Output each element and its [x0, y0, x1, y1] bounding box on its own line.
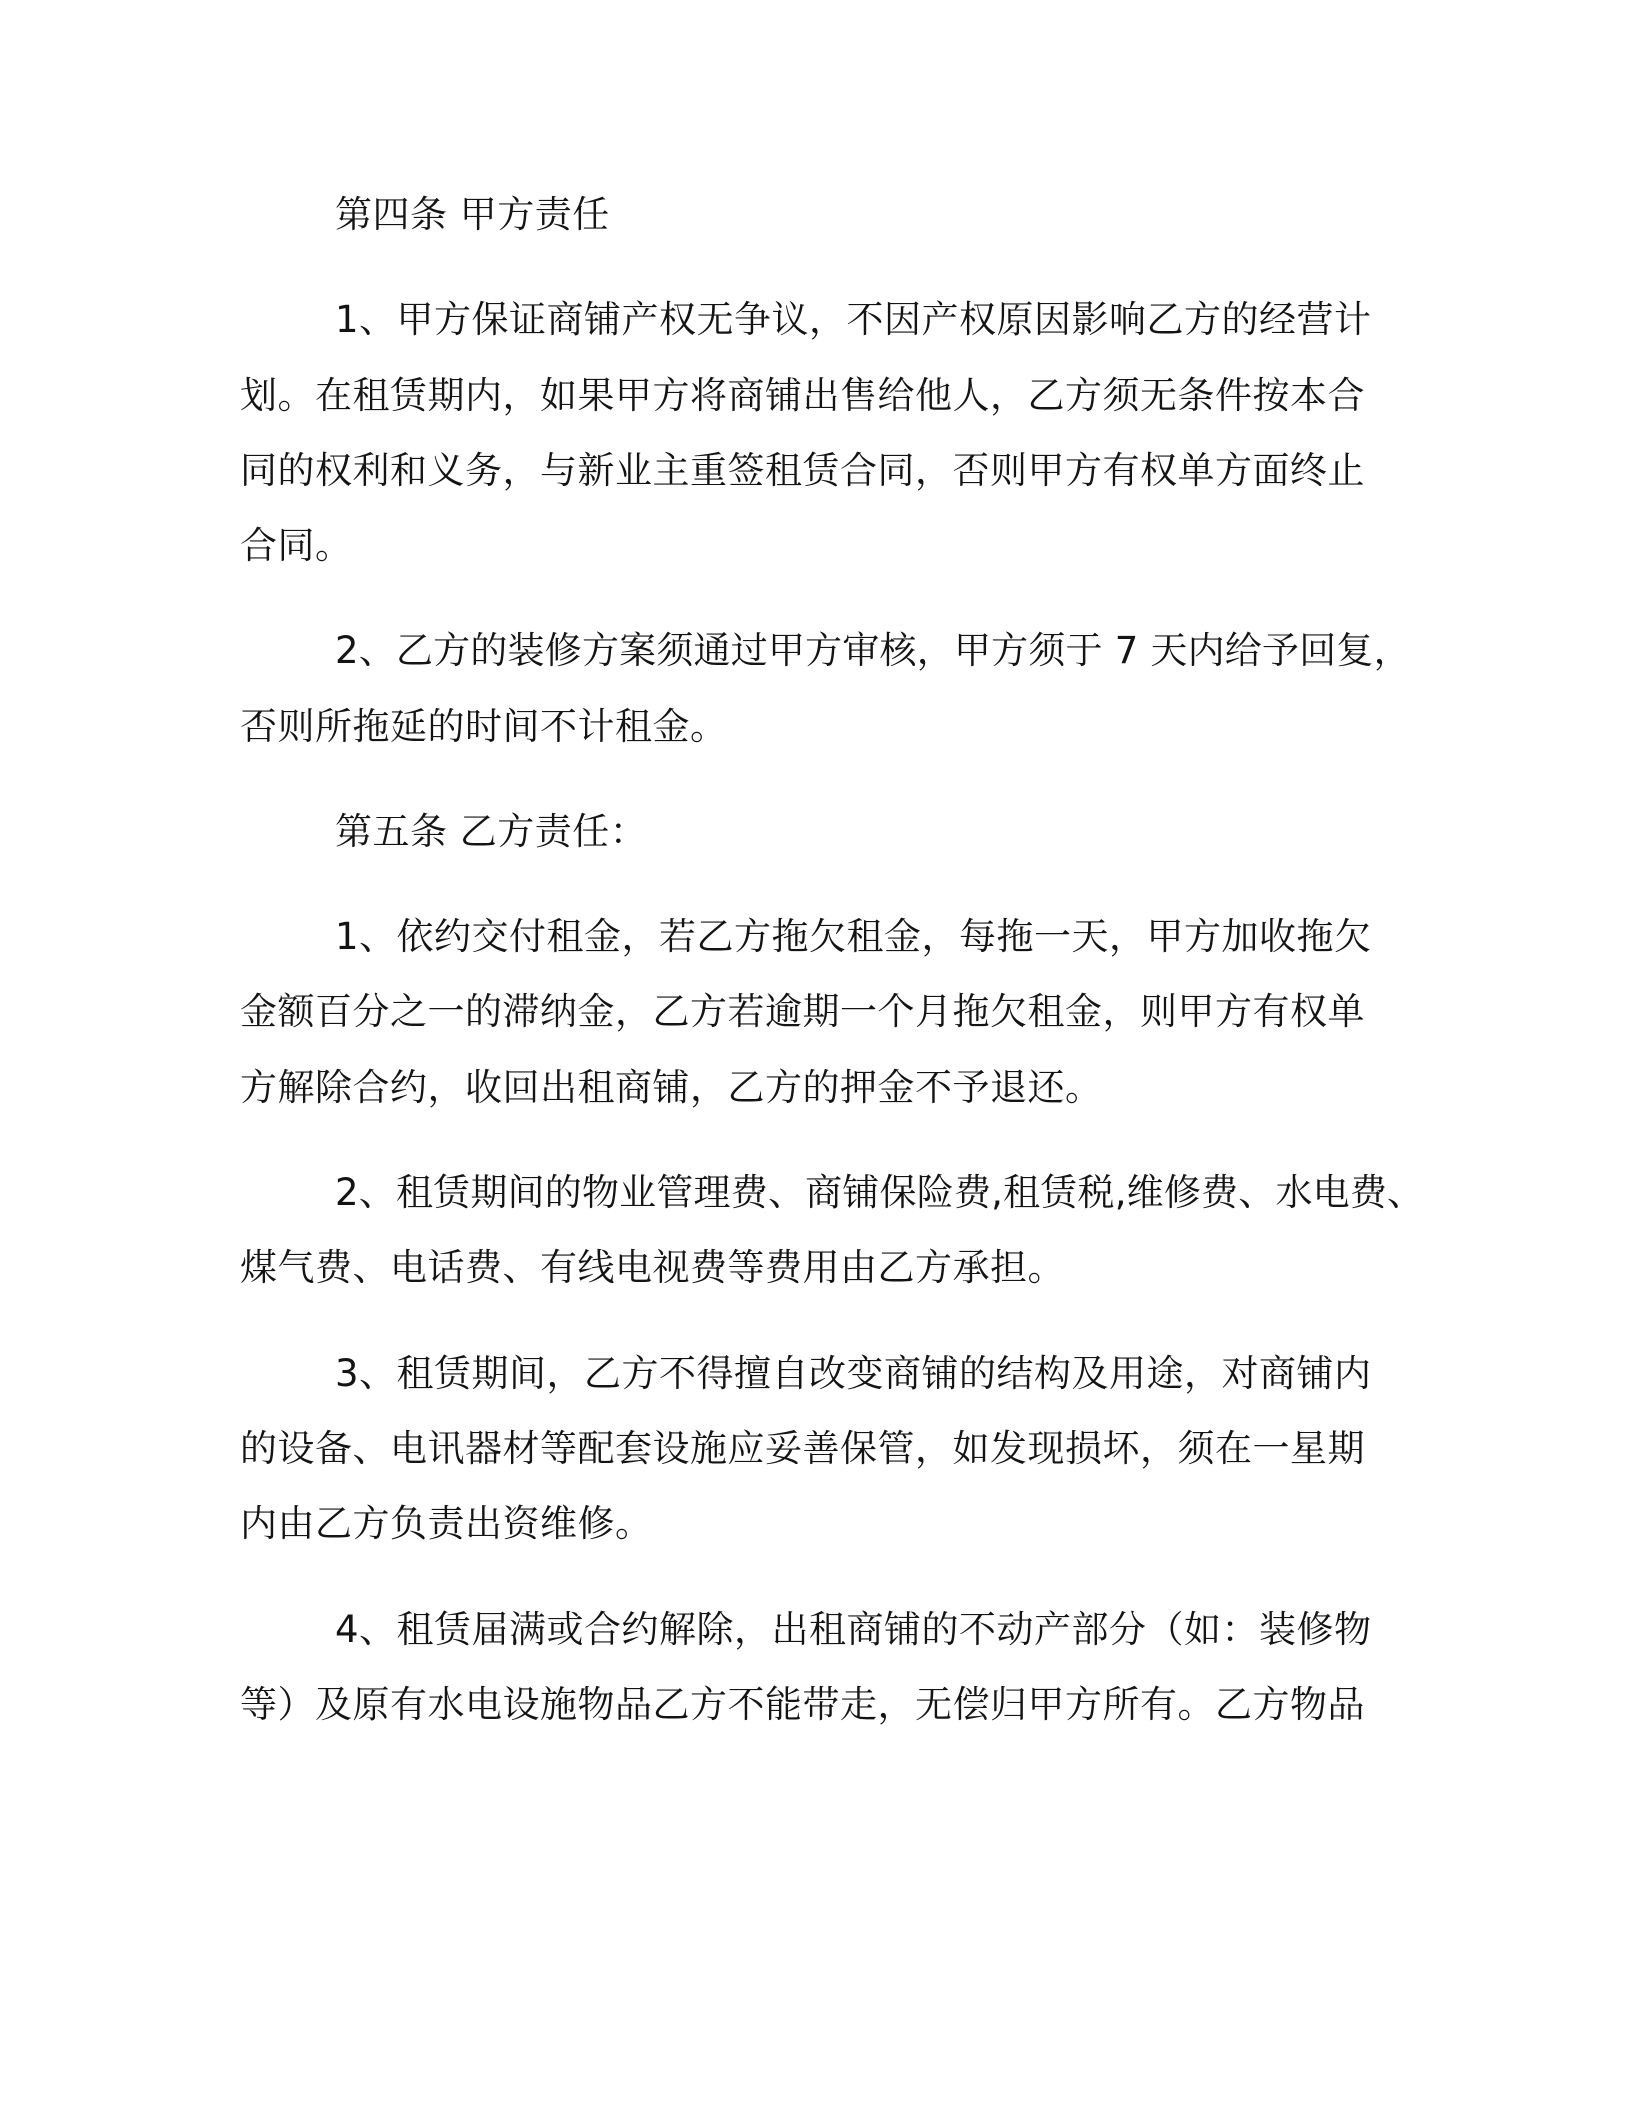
article-4-item-1-line-4: 合同。 [240, 524, 353, 567]
article-4-item-2-line-2: 否则所拖延的时间不计租金。 [240, 705, 728, 748]
article-4-item-2-line-1: 2、乙方的装修方案须通过甲方审核，甲方须于 7 天内给予回复， [335, 629, 1411, 672]
article-5-item-1-line-2: 金额百分之一的滞纳金，乙方若逾期一个月拖欠租金，则甲方有权单 [240, 990, 1365, 1033]
article-5-heading: 第五条 乙方责任： [335, 810, 648, 853]
article-5-item-3-line-3: 内由乙方负责出资维修。 [240, 1502, 653, 1545]
article-4-item-1-line-3: 同的权利和义务，与新业主重签租赁合同，否则甲方有权单方面终止 [240, 449, 1365, 492]
article-5-item-3-line-2: 的设备、电讯器材等配套设施应妥善保管，如发现损坏，须在一星期 [240, 1427, 1365, 1470]
article-4-item-1-line-1: 1、甲方保证商铺产权无争议，不因产权原因影响乙方的经营计 [335, 298, 1372, 341]
article-4-item-1-line-2: 划。在租赁期内，如果甲方将商铺出售给他人，乙方须无条件按本合 [240, 374, 1365, 417]
article-5-item-2-line-1: 2、租赁期间的物业管理费、商铺保险费,租赁税,维修费、水电费、 [335, 1171, 1425, 1214]
article-5-item-2-line-2: 煤气费、电话费、有线电视费等费用由乙方承担。 [240, 1246, 1065, 1289]
article-4-heading: 第四条 甲方责任 [335, 193, 610, 236]
article-5-item-3-line-1: 3、租赁期间，乙方不得擅自改变商铺的结构及用途，对商铺内 [335, 1352, 1372, 1395]
article-5-item-1-line-1: 1、依约交付租金，若乙方拖欠租金，每拖一天，甲方加收拖欠 [335, 915, 1372, 958]
article-5-item-1-line-3: 方解除合约，收回出租商铺，乙方的押金不予退还。 [240, 1066, 1103, 1109]
article-5-item-4-line-2: 等）及原有水电设施物品乙方不能带走，无偿归甲方所有。乙方物品 [240, 1683, 1365, 1726]
article-5-item-4-line-1: 4、租赁届满或合约解除，出租商铺的不动产部分（如：装修物 [335, 1608, 1372, 1651]
